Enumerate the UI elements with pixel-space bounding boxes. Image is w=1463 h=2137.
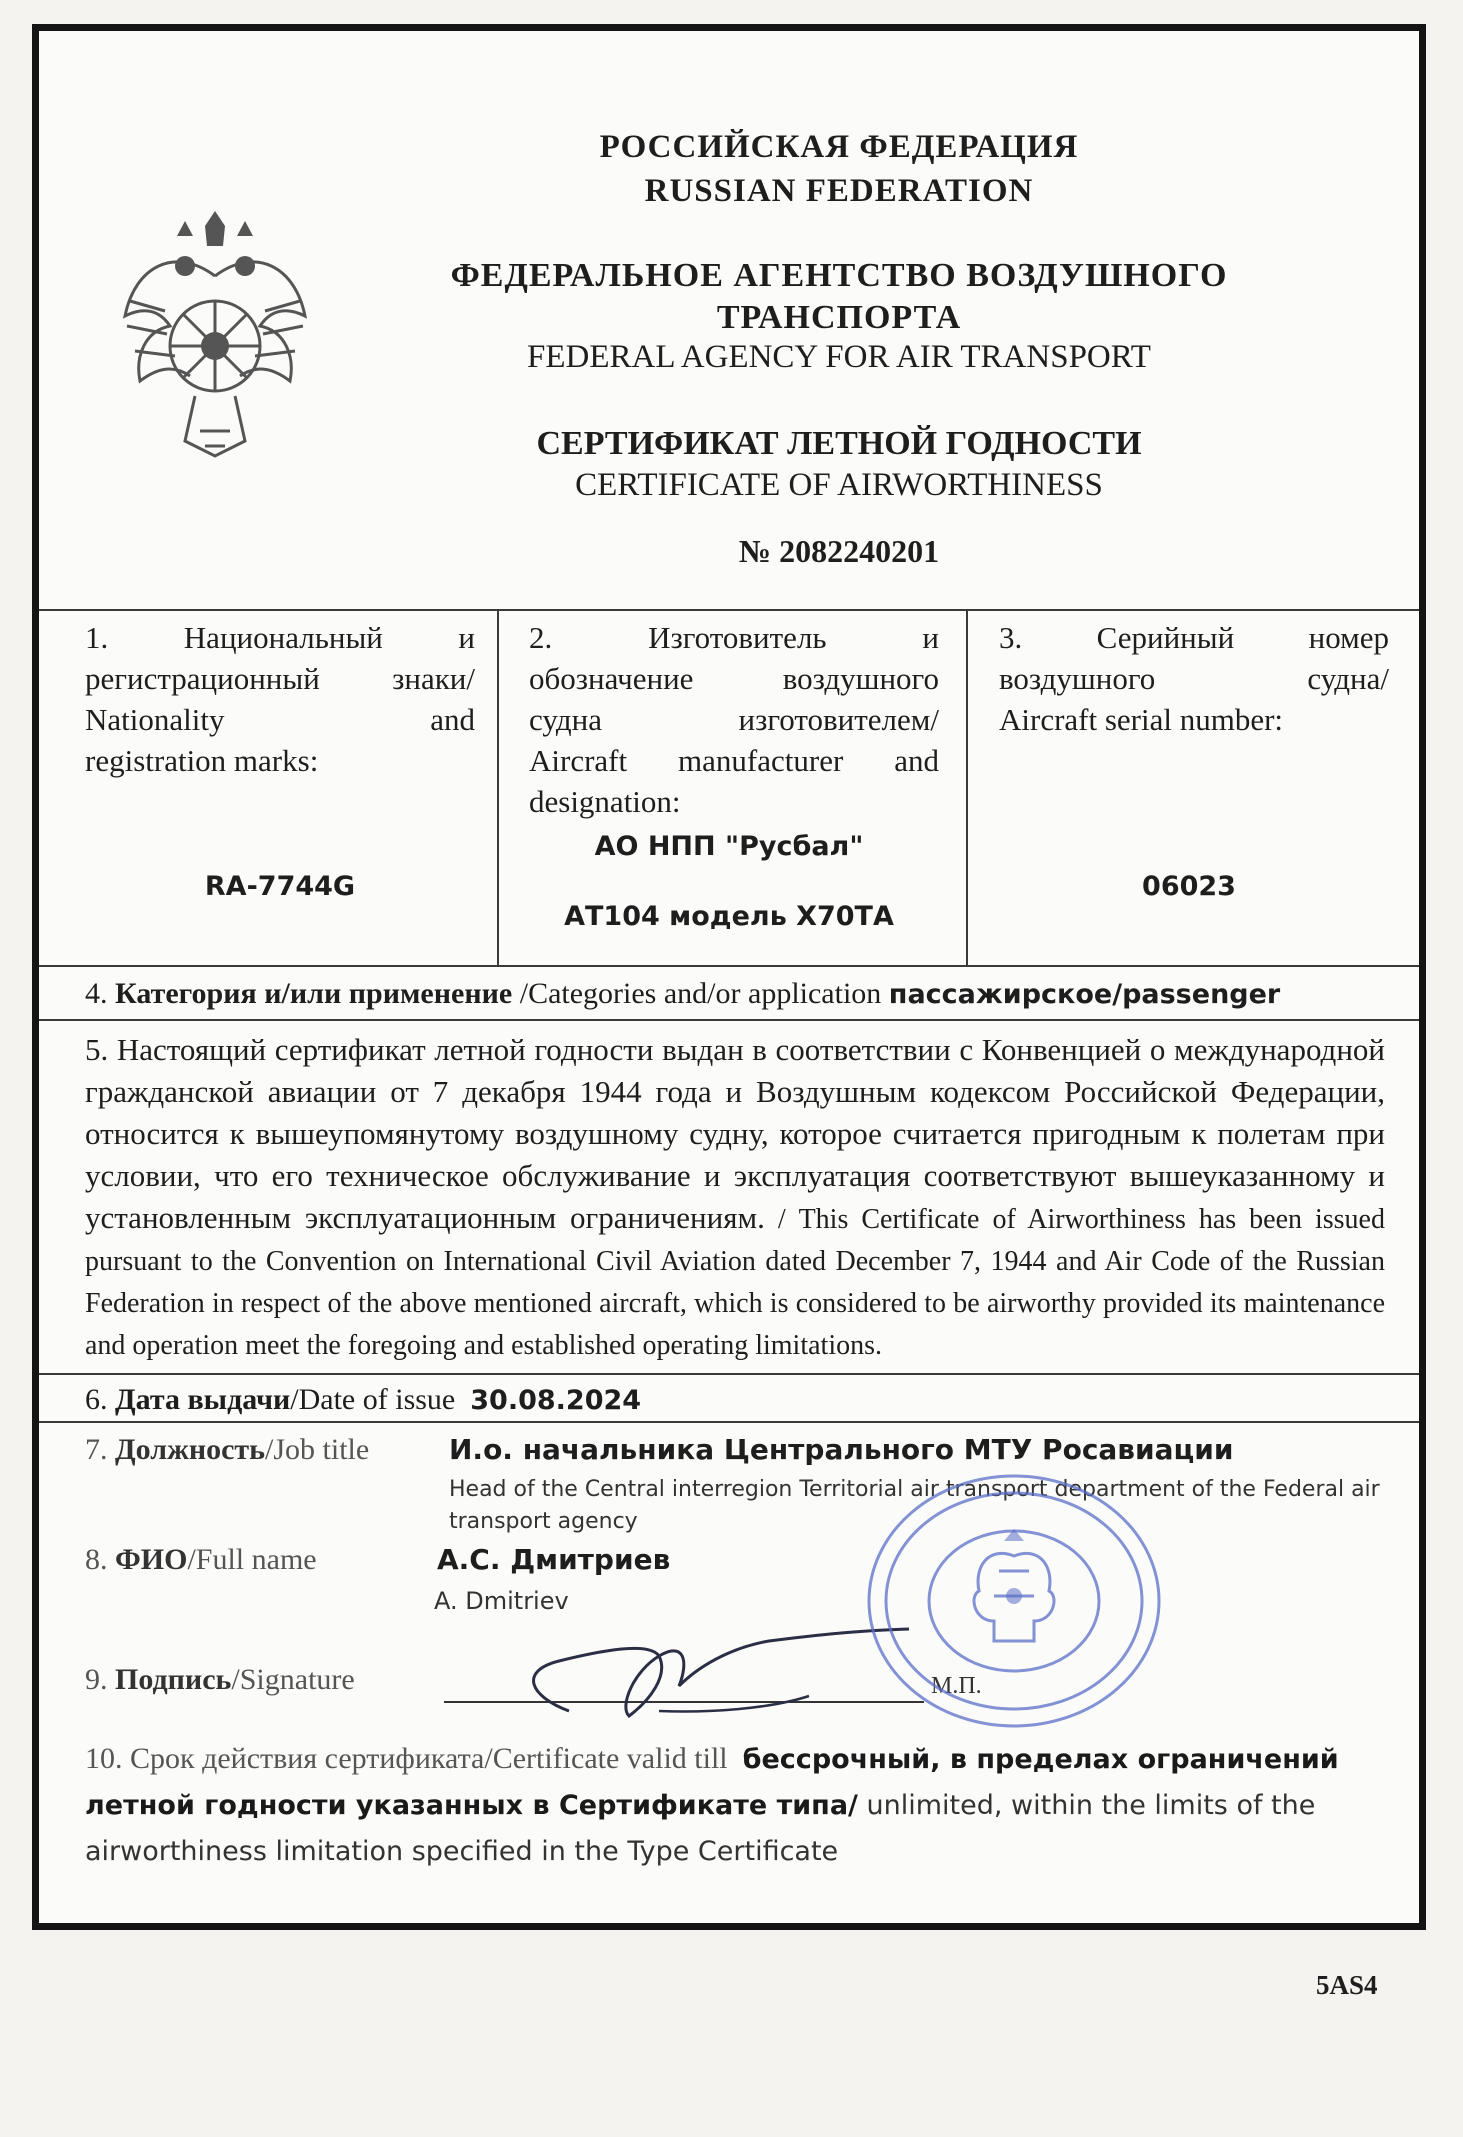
field-2-label-line: Aircraft manufacturer and bbox=[529, 743, 939, 778]
manufacturer-value: АО НПП "Русбал" bbox=[594, 831, 864, 862]
field-2-label bbox=[529, 617, 939, 822]
field-6-number: 6. bbox=[85, 1383, 108, 1416]
field-8-label-en: /Full name bbox=[187, 1543, 317, 1576]
registration-marks-value: RA-7744G bbox=[204, 871, 356, 902]
validity-value-ru: бессрочный, в пределах ограничений летной годности указанных в Сертификате типа/ bbox=[85, 1744, 1339, 1821]
field-2-label-line: судна изготовителем/ bbox=[529, 702, 939, 737]
field-1-label-line: registration marks: bbox=[85, 743, 319, 778]
field-7-number: 7. bbox=[85, 1433, 108, 1466]
date-of-issue-value: 30.08.2024 bbox=[470, 1385, 642, 1416]
stamp-place-label: М.П. bbox=[931, 1673, 982, 1699]
row-divider-6 bbox=[39, 1373, 1419, 1375]
country-name-ru: РОССИЙСКАЯ ФЕДЕРАЦИЯ bbox=[599, 129, 1079, 165]
agency-name-ru-line1: ФЕДЕРАЛЬНОЕ АГЕНТСТВО ВОЗДУШНОГО bbox=[450, 257, 1228, 294]
field-1-label-line: Nationality and bbox=[85, 702, 475, 737]
country-name-en: RUSSIAN FEDERATION bbox=[644, 173, 1034, 209]
field-1-label-line: 1. Национальный и bbox=[85, 620, 475, 655]
full-name-value-en: A. Dmitriev bbox=[434, 1587, 569, 1615]
field-5-paragraph bbox=[85, 1029, 1385, 1365]
field-7-label-en: /Job title bbox=[265, 1433, 370, 1466]
certificate-frame bbox=[32, 24, 1426, 1930]
category-value: пассажирское/passenger bbox=[888, 979, 1281, 1010]
field-7-label bbox=[85, 1433, 369, 1467]
field-6-row bbox=[85, 1383, 641, 1417]
field-3-label-line: Aircraft serial number: bbox=[999, 702, 1284, 737]
agency-name-en: FEDERAL AGENCY FOR AIR TRANSPORT bbox=[527, 339, 1151, 375]
field-4-row bbox=[85, 977, 1280, 1011]
field-6-label-ru: Дата выдачи bbox=[115, 1383, 291, 1416]
field-6-label-en: /Date of issue bbox=[290, 1383, 456, 1416]
field-9-number: 9. bbox=[85, 1663, 108, 1696]
field-3-label-line: 3. Серийный номер bbox=[999, 620, 1389, 655]
field-7-label-ru: Должность bbox=[115, 1433, 266, 1466]
field-4-label-en: /Categories and/or application bbox=[519, 977, 882, 1010]
job-title-value-ru: И.о. начальника Центрального МТУ Росавиации bbox=[449, 1433, 1234, 1466]
field-9-label bbox=[85, 1663, 355, 1697]
form-code: 5AS4 bbox=[1316, 1970, 1378, 2000]
certificate-title-ru: СЕРТИФИКАТ ЛЕТНОЙ ГОДНОСТИ bbox=[536, 425, 1142, 462]
field-5-text-ru: 5. Настоящий сертификат летной годности выдан в соответствии с Конвенцией о международной гражданской авиации от 7 декабря 1944 года и Воздушным кодексом Российской Федерации, относится к вышеупомянутому воздушному судну, которое считается пригодным к полетам при условии, что его техническое обслуживание и эксплуатация соответствуют вышеуказанному и установленным эксплуатационным ограничениям. bbox=[85, 1032, 1385, 1235]
field-2-label-line: обозначение воздушного bbox=[529, 661, 939, 696]
field-2-label-line: 2. Изготовитель и bbox=[529, 620, 939, 655]
certificate-title-en: CERTIFICATE OF AIRWORTHINESS bbox=[575, 467, 1103, 503]
field-9-label-en: /Signature bbox=[231, 1663, 355, 1696]
row-divider-5 bbox=[39, 1019, 1419, 1021]
table-top-line bbox=[39, 609, 1419, 611]
field-3-label-line: воздушного судна/ bbox=[999, 661, 1389, 696]
full-name-value-ru: А.С. Дмитриев bbox=[437, 1543, 671, 1576]
field-3-label bbox=[999, 617, 1389, 740]
field-4-number: 4. bbox=[85, 977, 108, 1010]
official-stamp-seal-icon bbox=[859, 1471, 1169, 1731]
job-title-value-en: Head of the Central interregion Territorial air transport department of the Federal air transport agency bbox=[449, 1477, 1380, 1534]
column-divider-2 bbox=[966, 609, 968, 965]
validity-value-en: unlimited, within the limits of the airworthiness limitation specified in the Type Certificate bbox=[85, 1790, 1316, 1867]
column-divider-1 bbox=[497, 609, 499, 965]
field-8-label bbox=[85, 1543, 317, 1577]
row-divider-7 bbox=[39, 1421, 1419, 1423]
field-9-label-ru: Подпись bbox=[115, 1663, 232, 1696]
agency-name-ru-line2: ТРАНСПОРТА bbox=[716, 299, 962, 336]
field-5-text-en: / This Certificate of Airworthiness has been issued pursuant to the Convention on International Civil Aviation dated December 7, 1944 and Air Code of the Russian Federation in respect of the above mentioned aircraft, which is considered to be airworthy provided its maintenance and operation meet the foregoing and established operating limitations. bbox=[85, 1204, 1385, 1361]
field-10-row bbox=[85, 1736, 1385, 1874]
field-2-label-line: designation: bbox=[529, 784, 681, 819]
field-1-label bbox=[85, 617, 475, 781]
designation-value: АТ104 модель Х70ТА bbox=[564, 901, 894, 932]
double-headed-eagle-emblem-icon bbox=[105, 206, 325, 466]
field-10-label: 10. Срок действия сертификата/Certificate valid till bbox=[85, 1742, 728, 1775]
field-4-label-ru: Категория и/или применение bbox=[115, 977, 513, 1010]
row-divider-4 bbox=[39, 965, 1419, 967]
serial-number-value: 06023 bbox=[1142, 871, 1236, 902]
field-1-label-line: регистрационный знаки/ bbox=[85, 661, 475, 696]
certificate-header bbox=[39, 31, 1419, 611]
certificate-number: № 2082240201 bbox=[738, 533, 940, 569]
field-8-number: 8. bbox=[85, 1543, 108, 1576]
field-8-label-ru: ФИО bbox=[115, 1543, 188, 1576]
